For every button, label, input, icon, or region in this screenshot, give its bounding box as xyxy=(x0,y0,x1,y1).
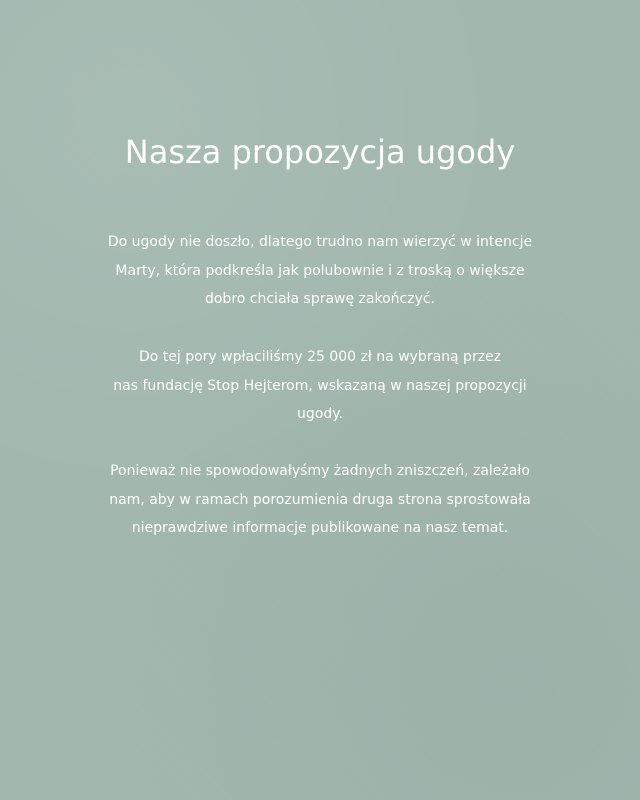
paragraph-line: nieprawdziwe informacje publikowane na nasz temat. xyxy=(131,520,509,536)
page-title: Nasza propozycja ugody xyxy=(124,133,516,171)
paragraph-line: ugody. xyxy=(297,406,343,422)
paragraph-correction-request xyxy=(55,457,585,543)
paragraph-line: Marty, która podkreśla jak polubownie i z troską o większe xyxy=(115,262,525,279)
paragraph-line: Do ugody nie doszło, dlatego trudno nam wierzyć w intencje xyxy=(107,234,533,250)
paragraph-settlement-failed xyxy=(55,228,585,314)
paragraph-line: Do tej pory wpłaciliśmy 25 000 zł na wybraną przez xyxy=(138,349,502,365)
paragraph-line: dobro chciała sprawę zakończyć. xyxy=(204,291,436,307)
paragraph-line: nas fundację Stop Hejterom, wskazaną w naszej propozycji xyxy=(113,377,527,394)
paragraph-line: Ponieważ nie spowodowałyśmy żadnych zniszczeń, zależało xyxy=(110,463,530,479)
paragraph-line: nam, aby w ramach porozumienia druga strona sprostowała xyxy=(109,491,531,508)
paragraph-donation xyxy=(55,343,585,429)
